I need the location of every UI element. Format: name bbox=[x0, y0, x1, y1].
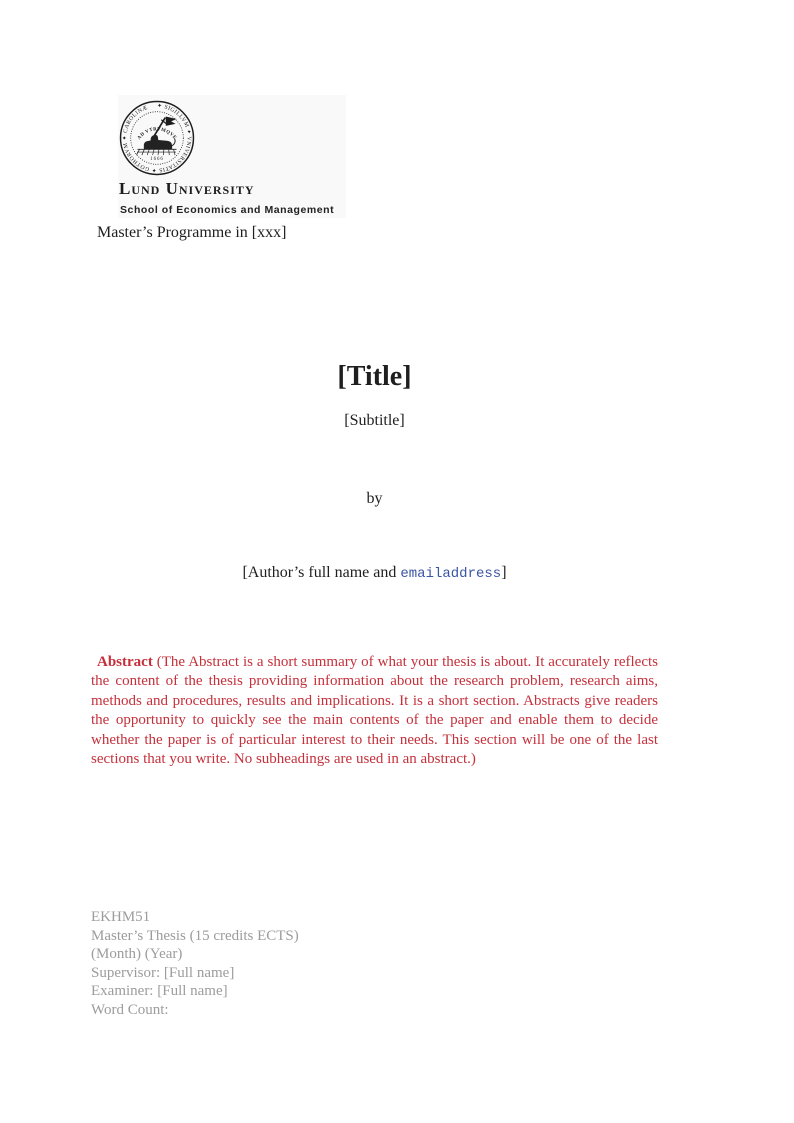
programme-line: Master’s Programme in [xxx] bbox=[97, 224, 287, 241]
word-count-line: Word Count: bbox=[91, 1001, 169, 1018]
thesis-title: [Title] bbox=[337, 361, 412, 392]
course-code-line: EKHM51 bbox=[91, 909, 151, 925]
seal-ring-text: ✦ SIGILLVM ✦ VNIVERSITATIS ✦ GOTHORVM ✦ CAROLINÆ bbox=[122, 103, 192, 173]
abstract-body: (The Abstract is a short summary of what your thesis is about. It accurately reflects the content of the thesis providing information about the research problem, research aims, methods and procedures, results and implications. It is a short section. Abstracts give readers the opportunity to quickly see the main contents of the paper and enable them to decide whether the paper is of particular interest to their needs. This section will be one of the last sections that you write. No subheadings are used in an abstract.) bbox=[91, 654, 658, 768]
date-line: (Month) (Year) bbox=[91, 946, 183, 963]
author-line bbox=[91, 564, 658, 582]
footer-info bbox=[91, 908, 299, 1020]
abstract-label: Abstract bbox=[97, 654, 153, 670]
examiner-line: Examiner: [Full name] bbox=[91, 983, 228, 1000]
lund-university-logo bbox=[118, 95, 346, 218]
seal-year-text: 1666 bbox=[150, 156, 164, 162]
seal-motto-text: AD VTRVMQVE bbox=[136, 127, 178, 141]
university-wordmark: Lund University bbox=[119, 179, 255, 198]
school-name: School of Economics and Management bbox=[120, 204, 335, 216]
byline: by bbox=[366, 490, 383, 507]
abstract-paragraph bbox=[91, 653, 658, 769]
supervisor-line: Supervisor: [Full name] bbox=[91, 964, 235, 981]
thesis-type-line: Master’s Thesis (15 credits ECTS) bbox=[91, 927, 299, 944]
author-name-placeholder: [Author’s full name and bbox=[242, 564, 401, 581]
university-seal-icon bbox=[118, 99, 196, 177]
author-line-closing-bracket: ] bbox=[501, 564, 507, 581]
thesis-subtitle: [Subtitle] bbox=[344, 412, 405, 429]
author-email-link[interactable]: emailaddress bbox=[400, 566, 502, 582]
